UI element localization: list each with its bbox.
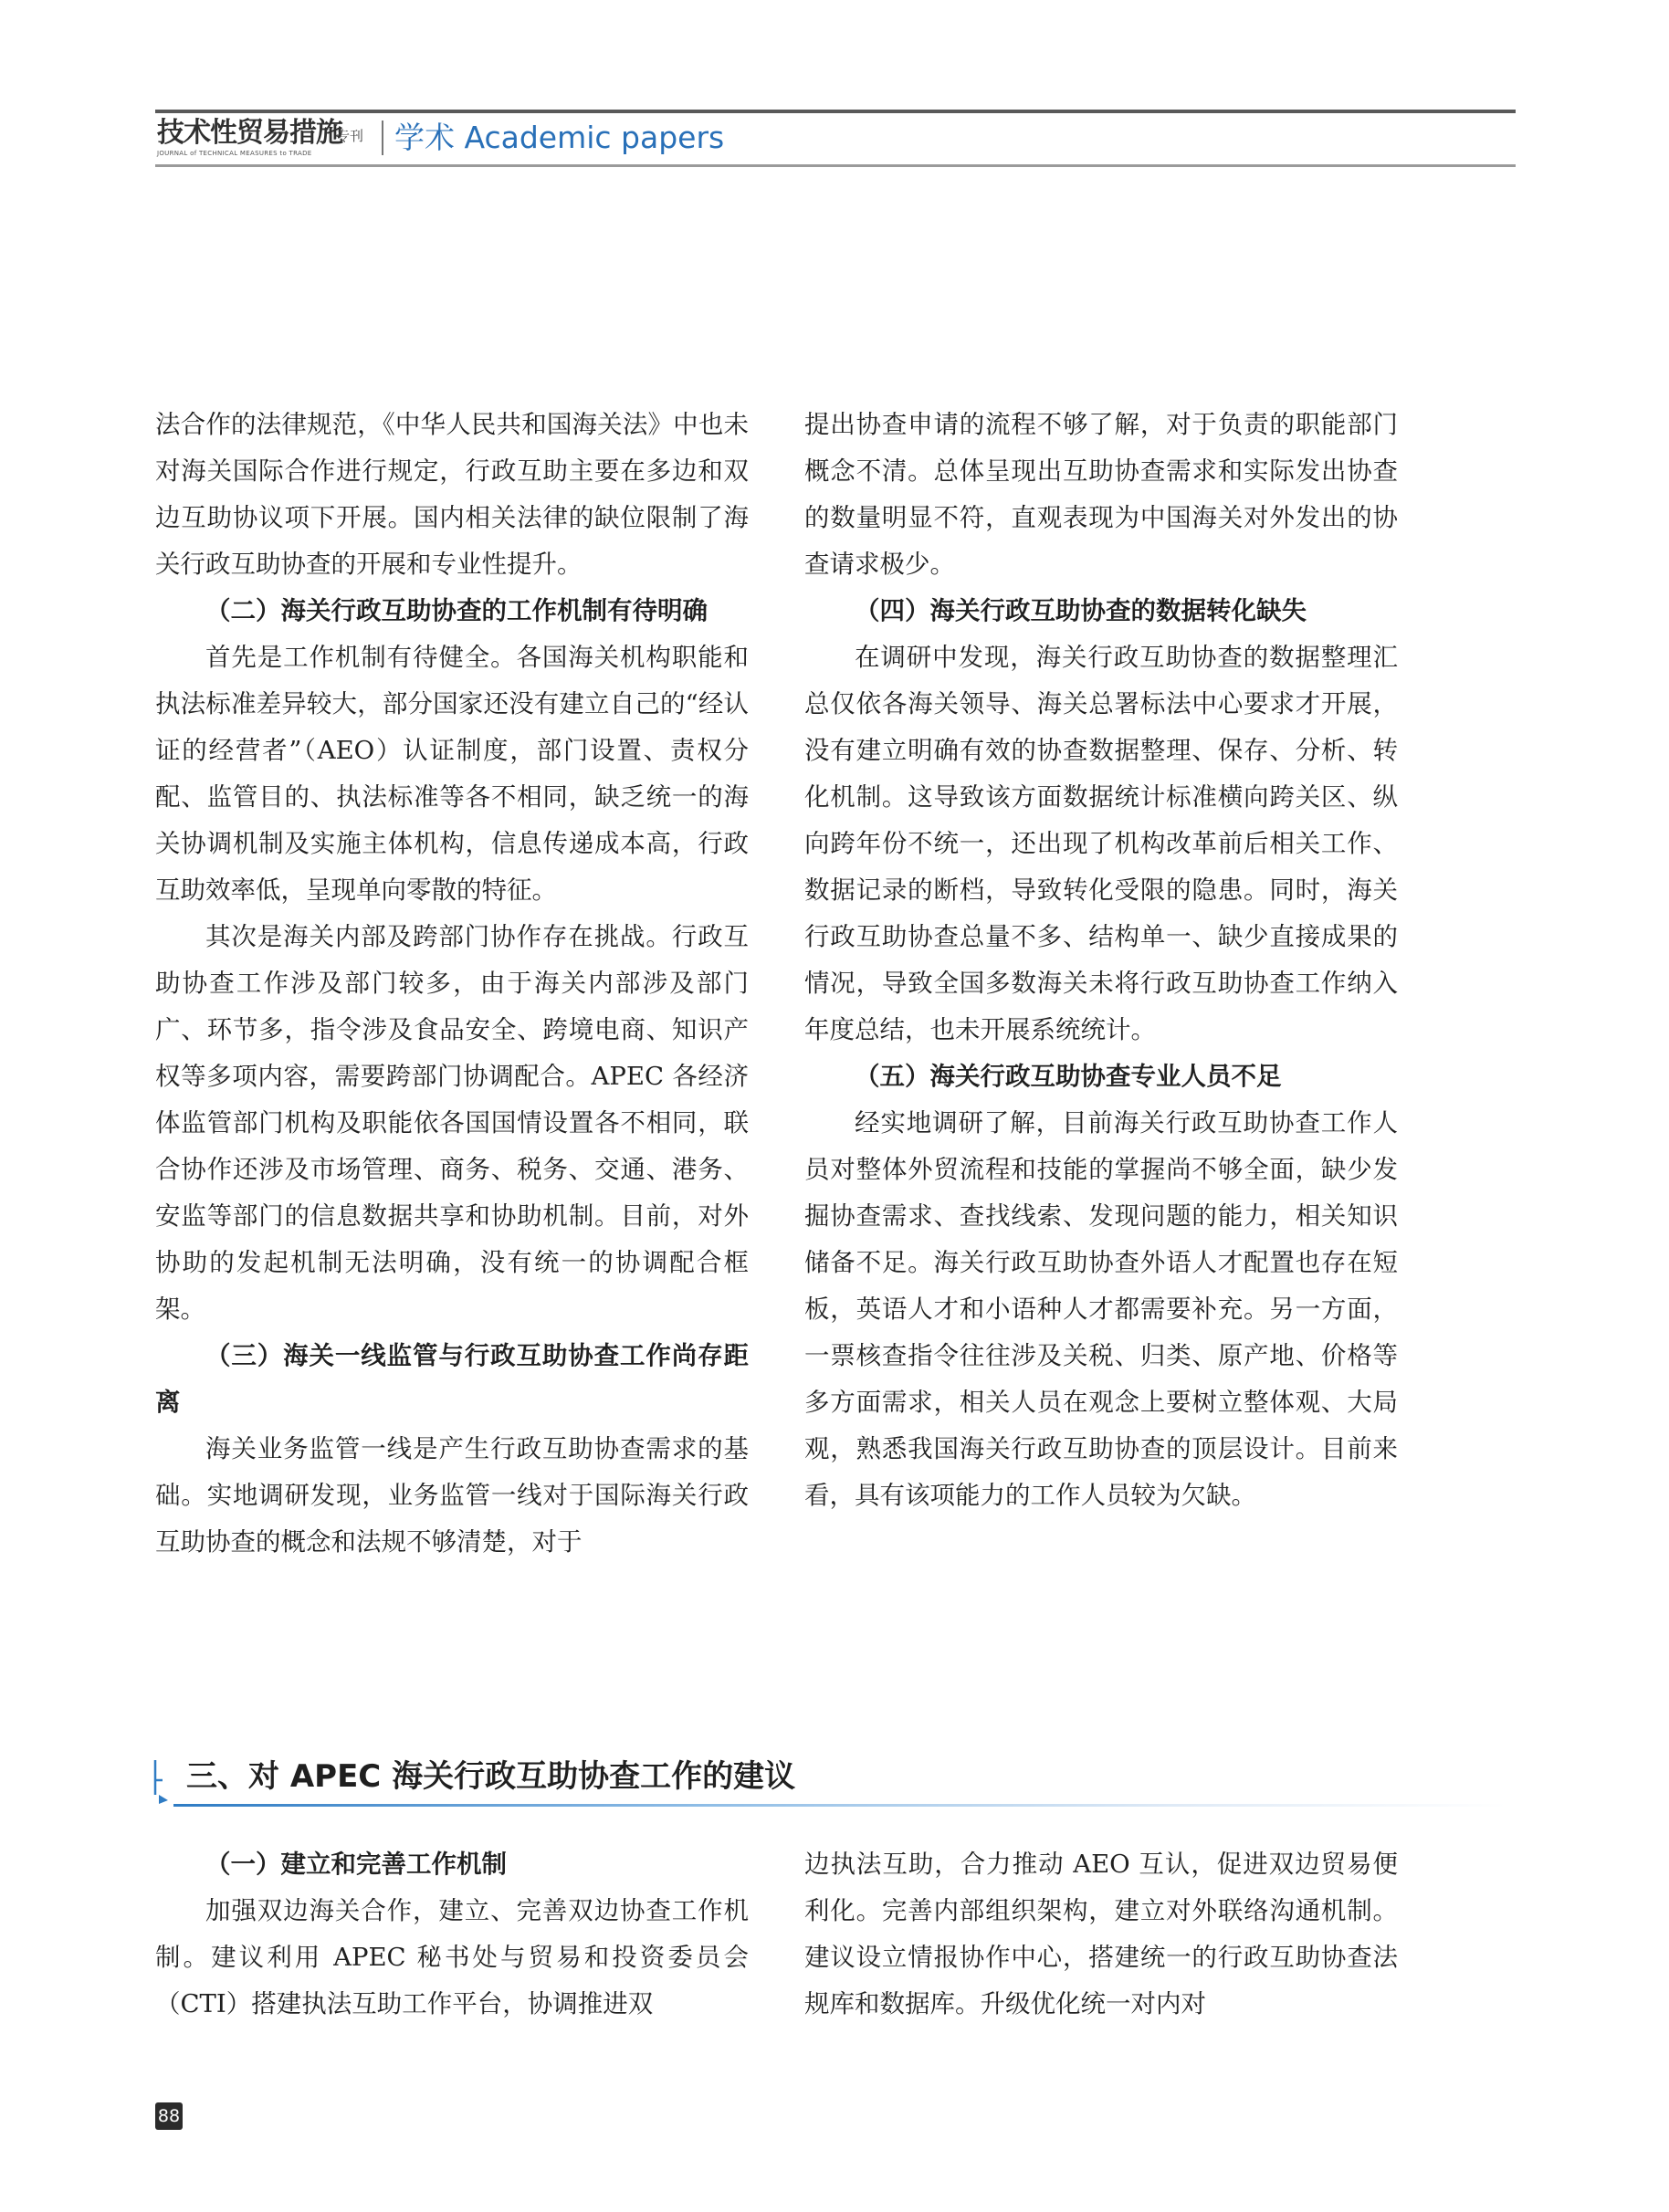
journal-name-en: JOURNAL of TECHNICAL MEASURES to TRADE — [157, 150, 312, 157]
section-heading-text: 三、对 APEC 海关行政互助协查工作的建议 — [186, 1758, 796, 1795]
paragraph: 法合作的法律规范，《中华人民共和国海关法》中也未对海关国际合作进行规定，行政互助主要在多边和双边互助协议项下开展。国内相关法律的缺位限制了海关行政互助协查的开展和专业性提升。 — [155, 410, 749, 579]
subsection-heading: （四）海关行政互助协查的数据转化缺失 — [855, 596, 1307, 625]
header-divider — [382, 121, 383, 155]
top-right-column — [804, 402, 1398, 1519]
section-heading — [146, 1753, 1516, 1808]
subsection-heading: （二）海关行政互助协查的工作机制有待明确 — [205, 596, 708, 625]
paragraph: 加强双边海关合作，建立、完善双边协查工作机制。建议利用 APEC 秘书处与贸易和投资委员会（CTI）搭建执法互助工作平台，协调推进双 — [155, 1896, 749, 2018]
section-label: 学术 Academic papers — [394, 120, 725, 155]
paragraph: 提出协查申请的流程不够了解，对于负责的职能部门概念不清。总体呈现出互助协查需求和实际发出协查的数量明显不符，直观表现为中国海关对外发出的协查请求极少。 — [804, 410, 1398, 579]
section-heading-rule — [173, 1804, 1506, 1807]
paragraph: 边执法互助，合力推动 AEO 互认，促进双边贸易便利化。完善内部组织架构，建立对外联络沟通机制。建议设立情报协作中心，搭建统一的行政互助协查法规库和数据库。升级优化统一对内对 — [804, 1850, 1398, 2018]
page-header — [155, 110, 1516, 170]
bottom-right-column — [804, 1841, 1398, 2028]
page-number: 88 — [155, 2102, 183, 2130]
paragraph: 在调研中发现，海关行政互助协查的数据整理汇总仅依各海关领导、海关总署标法中心要求才开展，没有建立明确有效的协查数据整理、保存、分析、转化机制。这导致该方面数据统计标准横向跨关区、纵向跨年份不统一，还出现了机构改革前后相关工作、数据记录的断档，导致转化受限的隐患。同时，海关行政互助协查总量不多、结构单一、缺少直接成果的情况，导致全国多数海关未将行政互助协查工作纳入年度总结，也未开展系统统计。 — [804, 643, 1398, 1044]
paragraph: 首先是工作机制有待健全。各国海关机构职能和执法标准差异较大，部分国家还没有建立自己的“经认证的经营者”（AEO）认证制度，部门设置、责权分配、监管目的、执法标准等各不相同，缺乏统一的海关协调机制及实施主体机构，信息传递成本高，行政互助效率低，呈现单向零散的特征。 — [155, 643, 749, 905]
paragraph: 其次是海关内部及跨部门协作存在挑战。行政互助协查工作涉及部门较多，由于海关内部涉及部门广、环节多，指令涉及食品安全、跨境电商、知识产权等多项内容，需要跨部门协调配合。APEC 各经济体监管部门机构及职能依各国国情设置各不相同，联合协作还涉及市场管理、商务、税务、交通、港务、安监等部门的信息数据共享和协助机制。目前，对外协助的发起机制无法明确，没有统一的协调配合框架。 — [155, 922, 749, 1324]
paragraph: 经实地调研了解，目前海关行政互助协查工作人员对整体外贸流程和技能的掌握尚不够全面，缺少发掘协查需求、查找线索、发现问题的能力，相关知识储备不足。海关行政互助协查外语人才配置也存在短板，英语人才和小语种人才都需要补充。另一方面，一票核查指令往往涉及关税、归类、原产地、价格等多方面需求，相关人员在观念上要树立整体观、大局观，熟悉我国海关行政互助协查的顶层设计。目前来看，具有该项能力的工作人员较为欠缺。 — [804, 1108, 1398, 1510]
subsection-heading: （五）海关行政互助协查专业人员不足 — [855, 1062, 1282, 1091]
header-bottom-rule — [155, 164, 1516, 167]
journal-logo — [157, 117, 376, 161]
journal-special-label: 专刊 — [336, 128, 364, 144]
section-bracket-icon — [152, 1758, 173, 1804]
journal-name-cn: 技术性贸易措施 — [157, 117, 342, 149]
paragraph: 海关业务监管一线是产生行政互助协查需求的基础。实地调研发现，业务监管一线对于国际海关行政互助协查的概念和法规不够清楚，对于 — [155, 1434, 749, 1557]
subsection-heading: （三）海关一线监管与行政互助协查工作尚存距离 — [155, 1341, 749, 1417]
bottom-left-column — [155, 1841, 749, 2028]
header-top-rule — [155, 110, 1516, 113]
subsection-heading: （一）建立和完善工作机制 — [205, 1850, 507, 1879]
top-left-column — [155, 402, 749, 1566]
